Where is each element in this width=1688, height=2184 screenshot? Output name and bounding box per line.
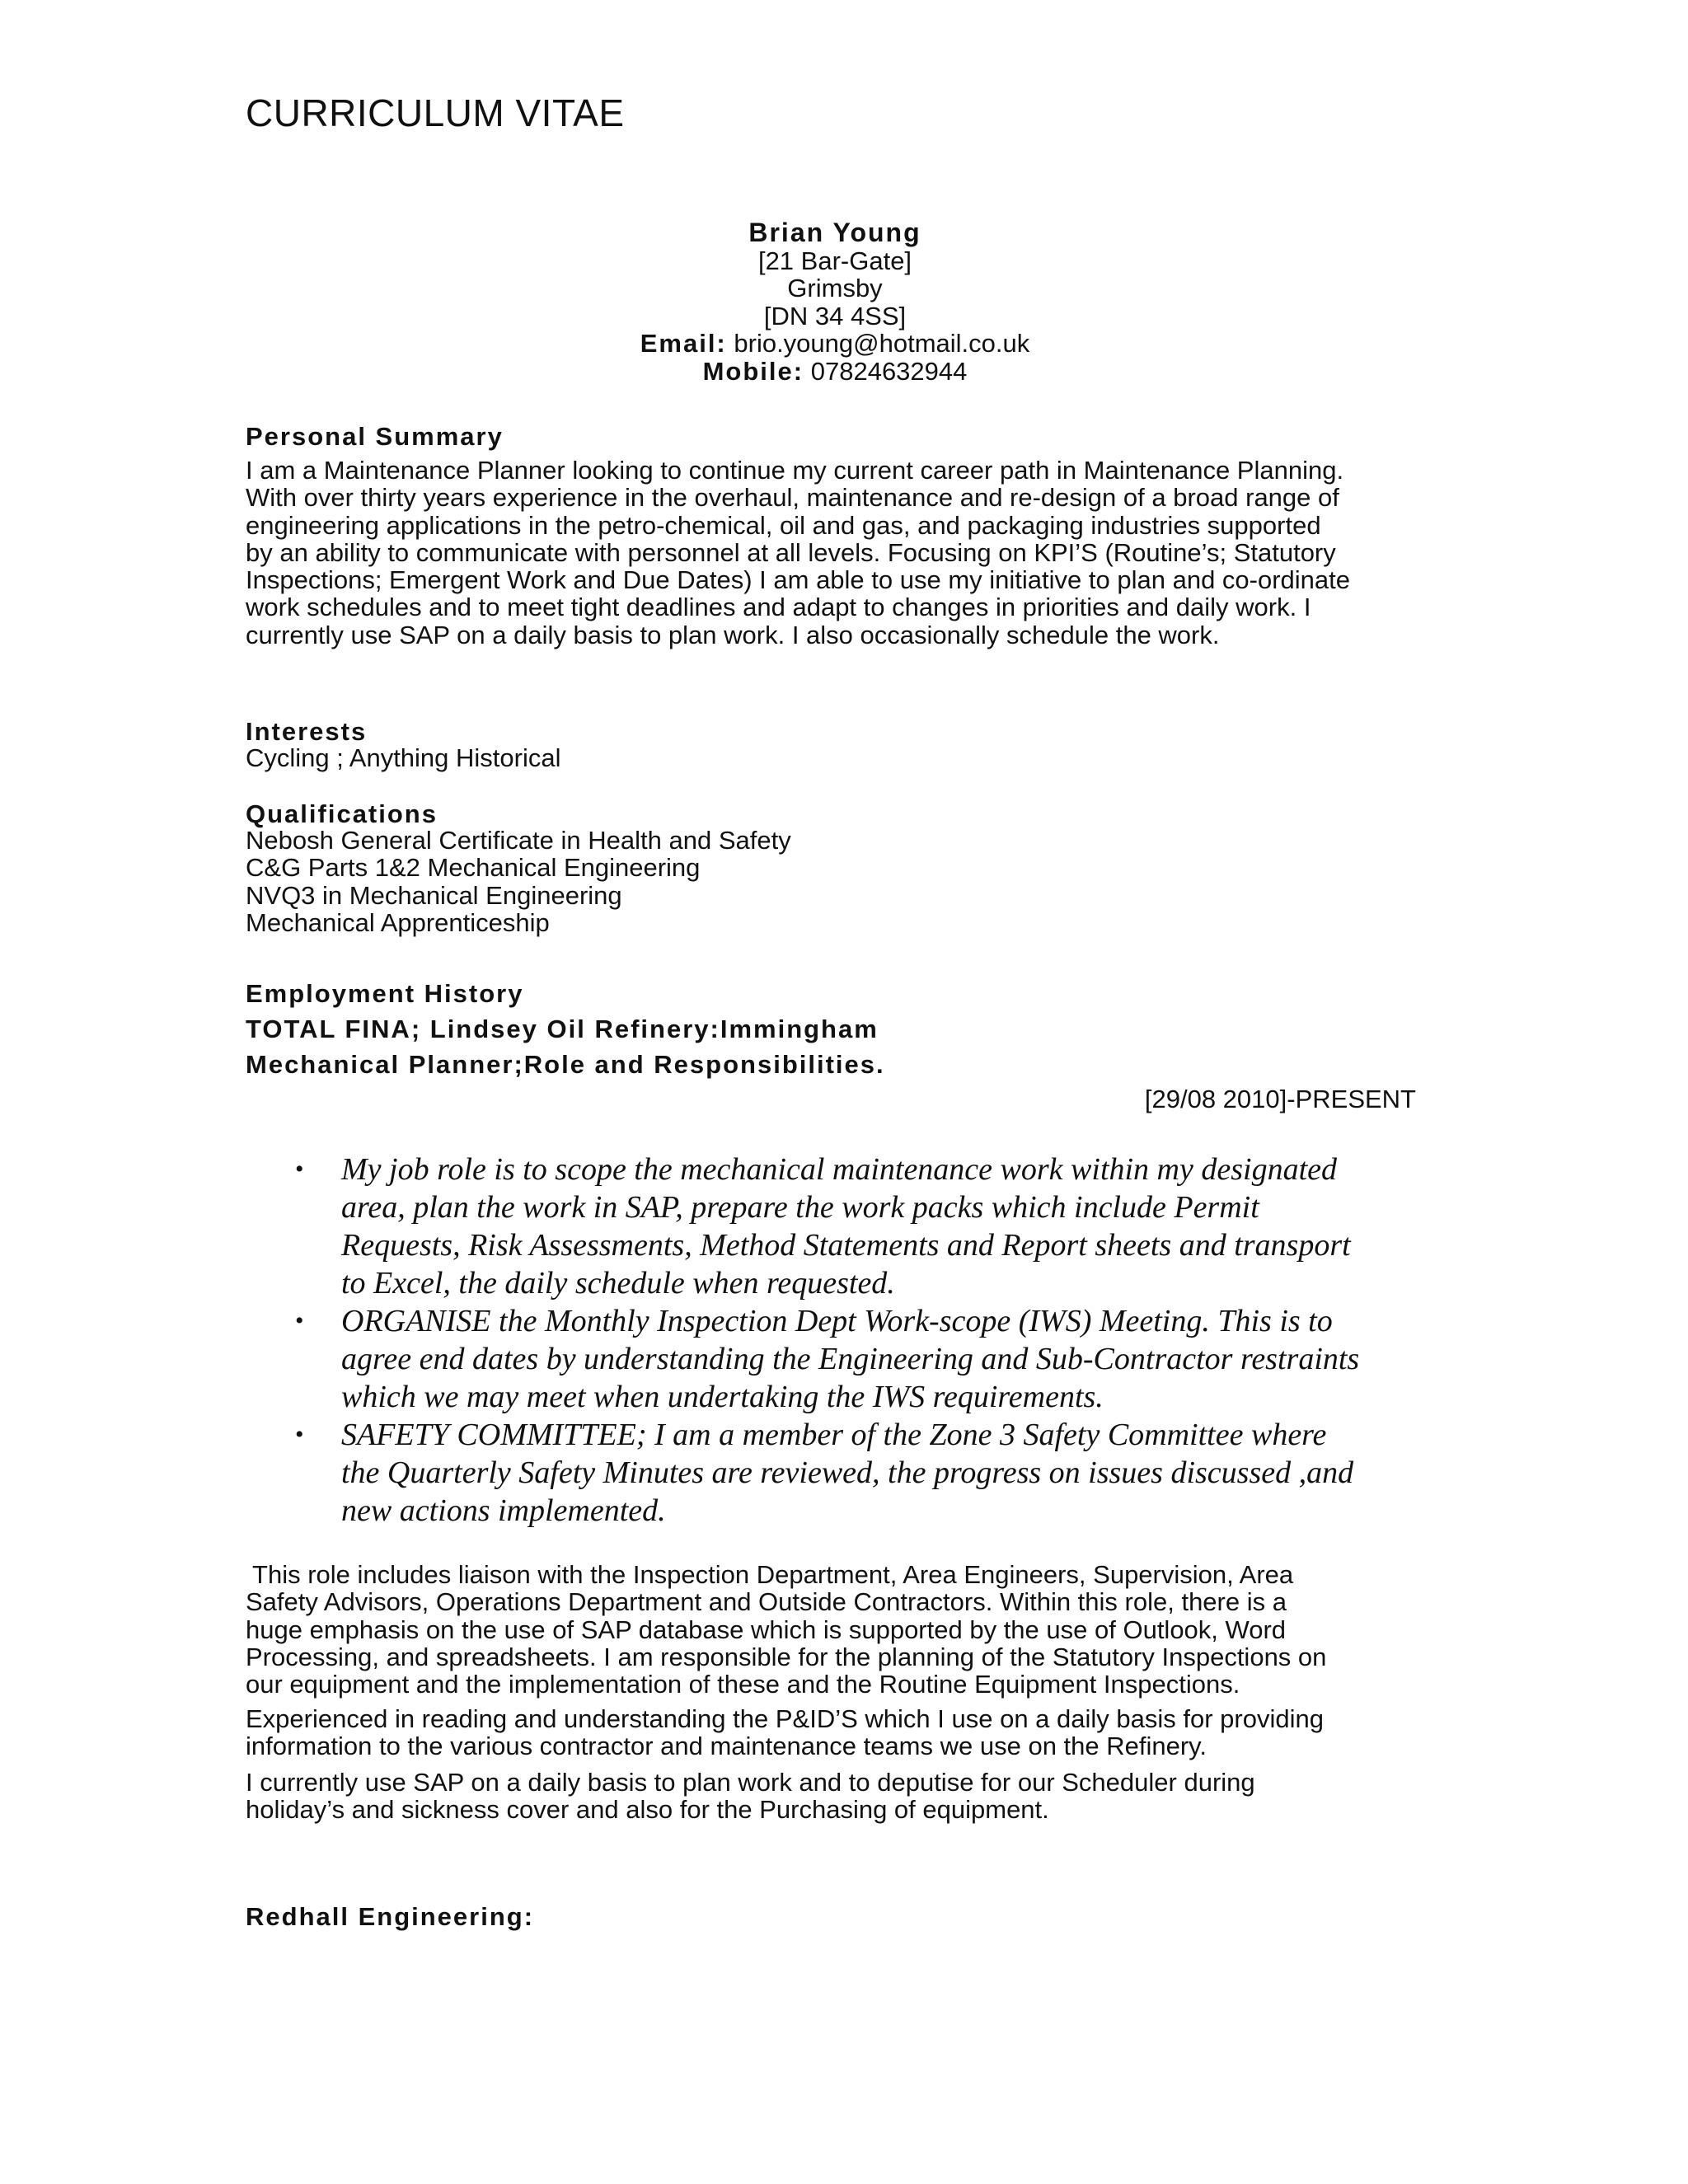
- duty-line: agree end dates by understanding the Engineering and Sub-Contractor restraints: [341, 1342, 1360, 1376]
- duty-line: My job role is to scope the mechanical maintenance work within my designated: [341, 1152, 1338, 1187]
- summary-line: Inspections; Emergent Work and Due Dates) I am able to use my initiative to plan and co-ordinate: [246, 565, 1351, 595]
- duty-text: [341, 1151, 1432, 1302]
- mobile-row: [0, 358, 1670, 386]
- duty-line: to Excel, the daily schedule when requested.: [341, 1266, 895, 1301]
- duty-line: SAFETY COMMITTEE; I am a member of the Zone 3 Safety Committee where: [341, 1418, 1327, 1452]
- qualification-item: C&G Parts 1&2 Mechanical Engineering: [246, 853, 701, 883]
- job-dates: [29/08 2010]-PRESENT: [1144, 1085, 1416, 1113]
- paragraph-line: holiday’s and sickness cover and also for the Purchasing of equipment.: [246, 1795, 1049, 1825]
- pid-experience-paragraph: [246, 1705, 1432, 1760]
- duty-line: new actions implemented.: [341, 1493, 666, 1528]
- summary-line: work schedules and to meet tight deadlines and adapt to changes in priorities and daily work. I: [246, 593, 1311, 622]
- summary-line: by an ability to communicate with personnel at all levels. Focusing on KPI’S (Routine’s; Statutory: [246, 537, 1336, 567]
- duty-line: Requests, Risk Assessments, Method Statements and Report sheets and transport: [341, 1228, 1351, 1263]
- summary-line: With over thirty years experience in the overhaul, maintenance and re-design of a broad range of: [246, 483, 1339, 513]
- personal-summary-text: [246, 457, 1432, 649]
- paragraph-line: I currently use SAP on a daily basis to plan work and to deputise for our Scheduler during: [246, 1768, 1255, 1797]
- job-employer: Redhall Engineering:: [246, 1902, 535, 1931]
- duty-item: [295, 1416, 1432, 1530]
- job-employer: TOTAL FINA; Lindsey Oil Refinery:Immingham: [246, 1015, 879, 1043]
- bullet-icon: •: [295, 1421, 304, 1448]
- summary-line: currently use SAP on a daily basis to plan work. I also occasionally schedule the work.: [246, 620, 1220, 649]
- job-duties-list: [295, 1151, 1432, 1530]
- duty-line: which we may meet when undertaking the IWS requirements.: [341, 1380, 1104, 1414]
- personal-summary-heading: Personal Summary: [246, 422, 504, 451]
- candidate-name: Brian Young: [748, 218, 921, 247]
- address-line: [21 Bar-Gate]: [757, 246, 912, 275]
- paragraph-line: Processing, and spreadsheets. I am responsible for the planning of the Statutory Inspections on: [246, 1642, 1327, 1671]
- mobile-label: Mobile:: [702, 356, 804, 386]
- paragraph-line: our equipment and the implementation of these and the Routine Equipment Inspections.: [246, 1670, 1240, 1699]
- interests-text: Cycling ; Anything Historical: [246, 743, 561, 772]
- job-role: Mechanical Planner;Role and Responsibilities.: [246, 1050, 885, 1079]
- summary-line: I am a Maintenance Planner looking to continue my current career path in Maintenance Planning.: [246, 456, 1344, 485]
- qualifications-list: [246, 827, 791, 936]
- paragraph-line: huge emphasis on the use of SAP database which is supported by the use of Outlook, Word: [246, 1615, 1287, 1644]
- qualification-item: Mechanical Apprenticeship: [246, 907, 550, 937]
- paragraph-line: Safety Advisors, Operations Department and Outside Contractors. Within this role, there is a: [246, 1587, 1287, 1617]
- duty-line: area, plan the work in SAP, prepare the work packs which include Permit: [341, 1190, 1259, 1225]
- contact-block: [0, 219, 1670, 385]
- email-address[interactable]: brio.young@hotmail.co.uk: [734, 329, 1030, 358]
- document-title: CURRICULUM VITAE: [246, 91, 625, 134]
- sap-usage-paragraph: [246, 1769, 1432, 1824]
- paragraph-line: Experienced in reading and understanding the P&ID’S which I use on a daily basis for providing: [246, 1704, 1324, 1733]
- email-row: [0, 330, 1670, 358]
- qualification-item: NVQ3 in Mechanical Engineering: [246, 880, 622, 910]
- duty-line: ORGANISE the Monthly Inspection Dept Work-scope (IWS) Meeting. This is to: [341, 1304, 1333, 1338]
- duty-text: [341, 1416, 1432, 1530]
- employment-history-heading: Employment History: [246, 979, 524, 1008]
- duty-text: [341, 1302, 1432, 1416]
- bullet-icon: •: [295, 1155, 304, 1183]
- address-postcode: [DN 34 4SS]: [763, 301, 907, 330]
- duty-item: [295, 1151, 1432, 1302]
- qualification-item: Nebosh General Certificate in Health and Safety: [246, 826, 791, 855]
- qualifications-heading: Qualifications: [246, 799, 438, 828]
- summary-line: engineering applications in the petro-chemical, oil and gas, and packaging industries supported: [246, 510, 1321, 540]
- paragraph-line: information to the various contractor and maintenance teams we use on the Refinery.: [246, 1732, 1207, 1761]
- bullet-icon: •: [295, 1307, 304, 1334]
- email-label: Email:: [640, 329, 727, 358]
- paragraph-line: This role includes liaison with the Inspection Department, Area Engineers, Supervision, Area: [246, 1560, 1294, 1589]
- role-description-paragraph: [246, 1561, 1432, 1698]
- duty-item: [295, 1302, 1432, 1416]
- duty-line: the Quarterly Safety Minutes are reviewed, the progress on issues discussed ,and: [341, 1455, 1354, 1490]
- interests-heading: Interests: [246, 717, 368, 746]
- address-town: Grimsby: [787, 274, 883, 302]
- mobile-number: 07824632944: [810, 356, 968, 386]
